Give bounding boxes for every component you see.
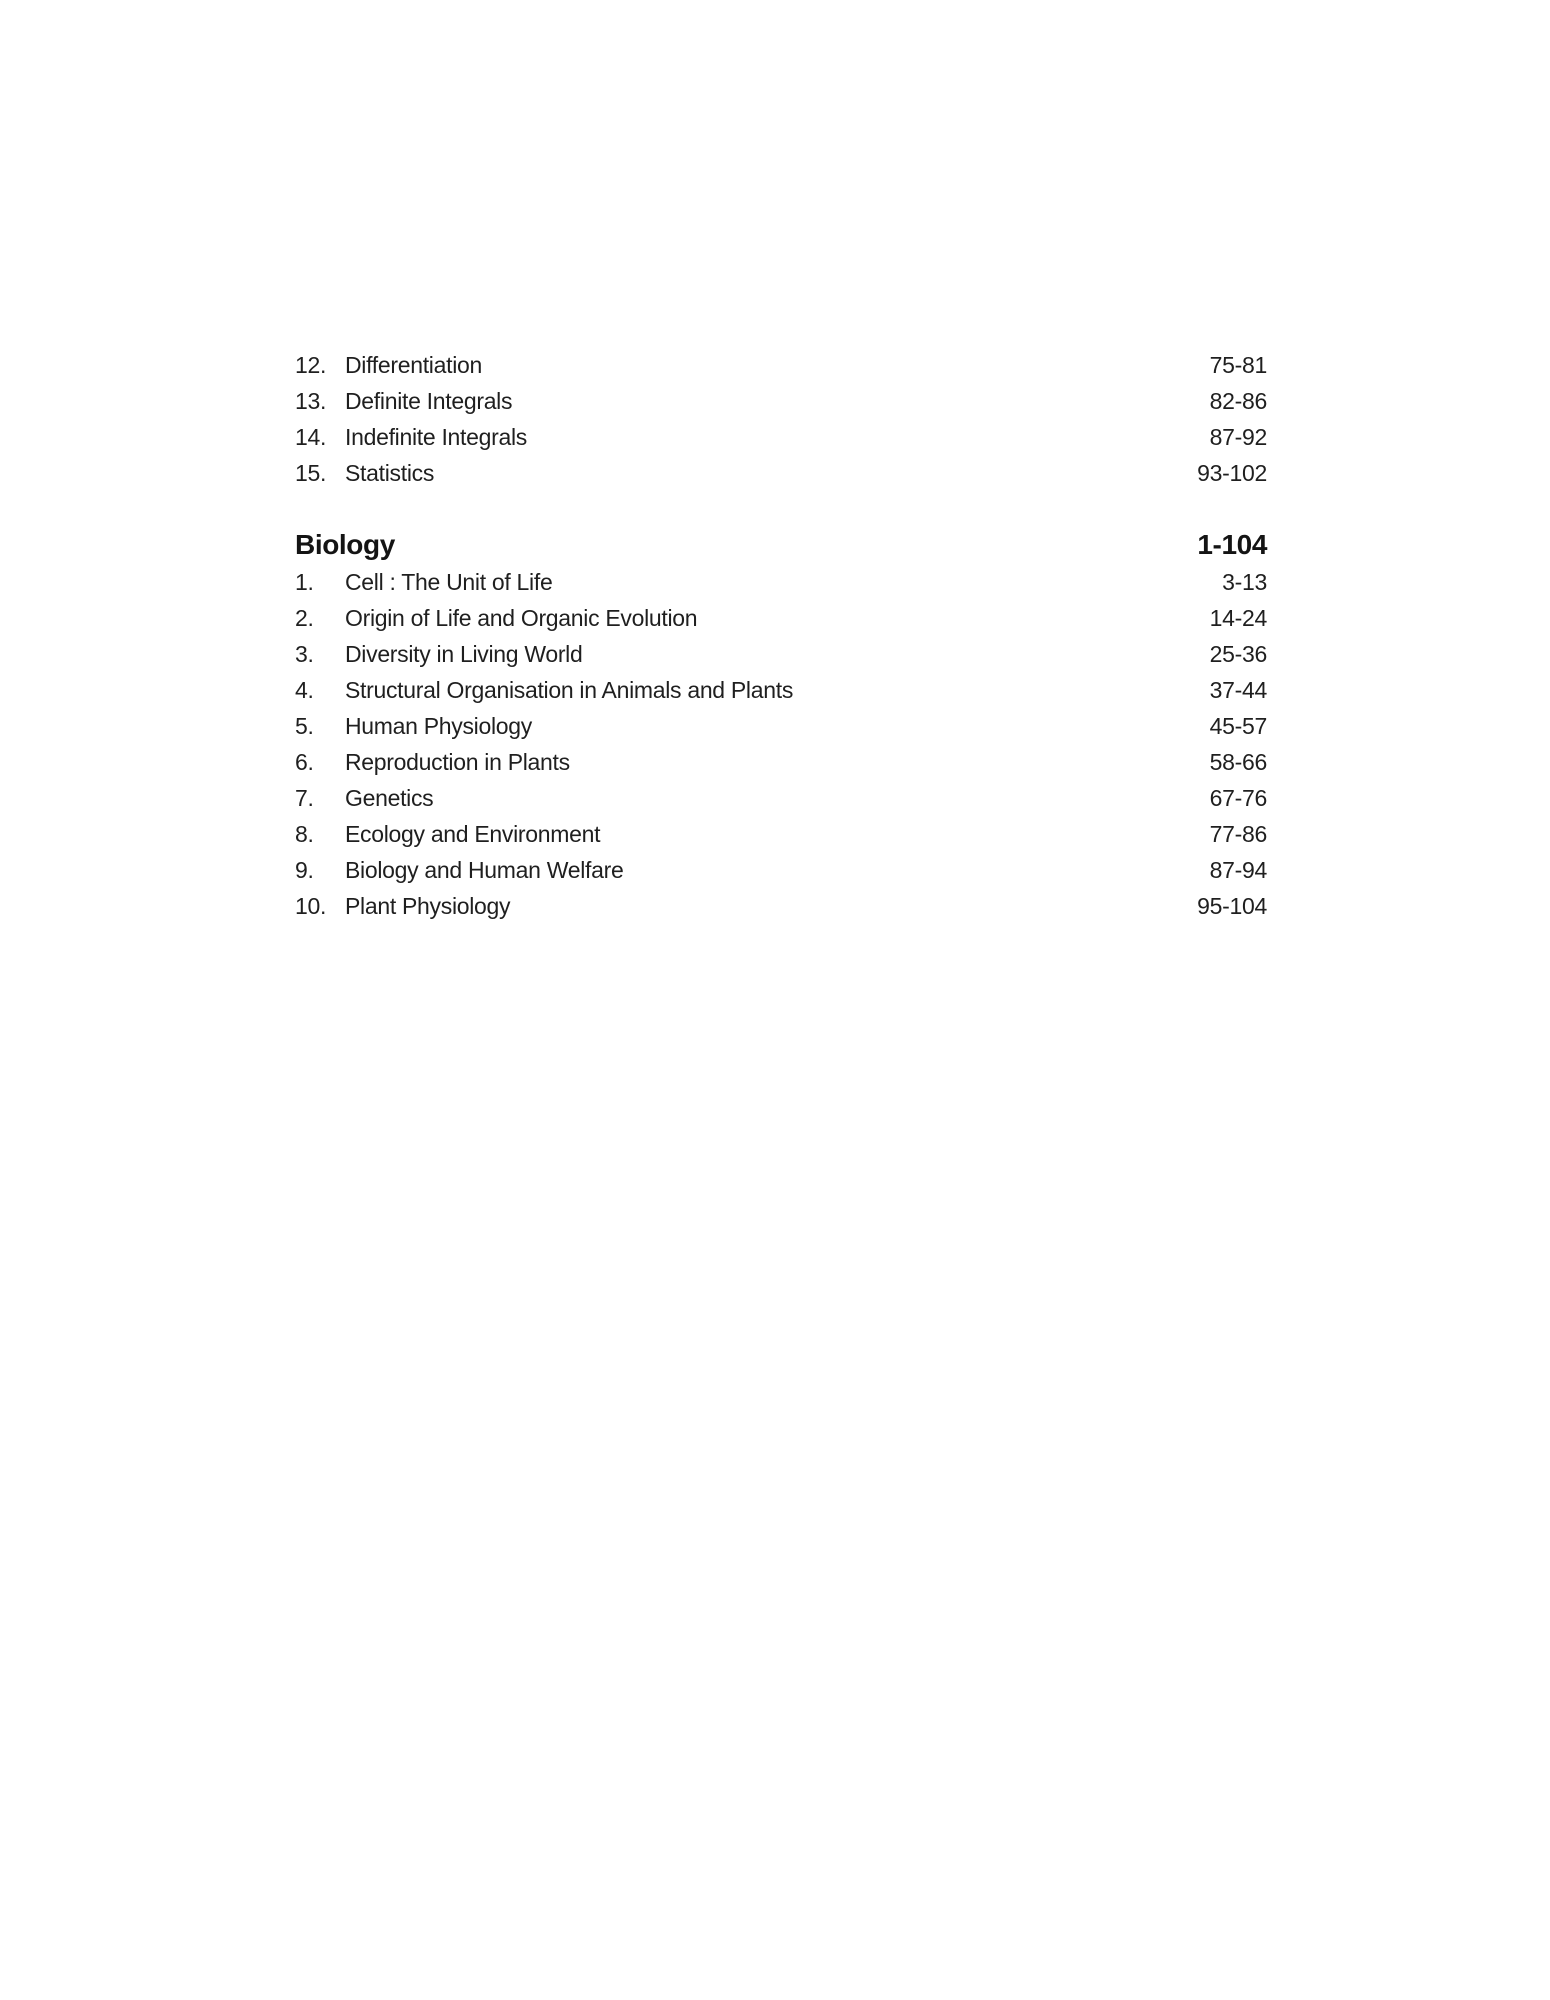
toc-entry	[295, 424, 1267, 460]
entry-number: 9.	[295, 857, 314, 883]
entry-pages: 75-81	[1209, 352, 1267, 378]
entry-pages: 82-86	[1209, 388, 1267, 414]
entry-number: 7.	[295, 785, 314, 811]
toc-entry	[295, 785, 1267, 821]
entry-title: Plant Physiology	[345, 893, 511, 919]
toc-entry	[295, 749, 1267, 785]
toc-entry	[295, 352, 1267, 388]
entry-number: 1.	[295, 569, 314, 595]
entry-number: 3.	[295, 641, 314, 667]
entry-number: 2.	[295, 605, 314, 631]
entry-pages: 45-57	[1209, 713, 1267, 739]
entry-title: Diversity in Living World	[345, 641, 583, 667]
entry-pages: 25-36	[1209, 641, 1267, 667]
entry-number: 14.	[295, 424, 327, 450]
section-pages: 1-104	[1197, 529, 1267, 560]
toc-entry	[295, 821, 1267, 857]
entry-title: Definite Integrals	[345, 388, 513, 414]
toc-entry	[295, 713, 1267, 749]
entry-title: Ecology and Environment	[345, 821, 601, 847]
entry-title: Human Physiology	[345, 713, 532, 739]
entry-number: 12.	[295, 352, 327, 378]
toc-entry	[295, 893, 1267, 929]
toc-entry	[295, 460, 1267, 496]
entry-number: 8.	[295, 821, 314, 847]
entry-pages: 37-44	[1209, 677, 1267, 703]
entry-pages: 3-13	[1222, 569, 1267, 595]
entry-title: Statistics	[345, 460, 435, 486]
entry-pages: 77-86	[1209, 821, 1267, 847]
entry-number: 6.	[295, 749, 314, 775]
toc-entry	[295, 605, 1267, 641]
entry-number: 4.	[295, 677, 314, 703]
section-heading-biology	[295, 529, 1267, 569]
entry-number: 13.	[295, 388, 327, 414]
toc-entry	[295, 641, 1267, 677]
entry-pages: 93-102	[1197, 460, 1267, 486]
toc-entry	[295, 569, 1267, 605]
entry-title: Differentiation	[345, 352, 482, 378]
toc-entry	[295, 857, 1267, 893]
section-title: Biology	[295, 529, 395, 560]
entry-pages: 67-76	[1209, 785, 1267, 811]
entry-title: Structural Organisation in Animals and Plants	[345, 677, 794, 703]
entry-pages: 95-104	[1197, 893, 1267, 919]
entry-title: Reproduction in Plants	[345, 749, 570, 775]
entry-number: 5.	[295, 713, 314, 739]
entry-title: Biology and Human Welfare	[345, 857, 624, 883]
entry-number: 15.	[295, 460, 327, 486]
toc-entry	[295, 388, 1267, 424]
toc-entry	[295, 677, 1267, 713]
table-of-contents	[295, 352, 1267, 929]
entry-pages: 87-92	[1209, 424, 1267, 450]
entry-number: 10.	[295, 893, 327, 919]
entry-title: Indefinite Integrals	[345, 424, 527, 450]
entry-title: Origin of Life and Organic Evolution	[345, 605, 698, 631]
entry-title: Cell : The Unit of Life	[345, 569, 553, 595]
entry-pages: 87-94	[1209, 857, 1267, 883]
entry-pages: 14-24	[1209, 605, 1267, 631]
entry-title: Genetics	[345, 785, 434, 811]
entry-pages: 58-66	[1209, 749, 1267, 775]
